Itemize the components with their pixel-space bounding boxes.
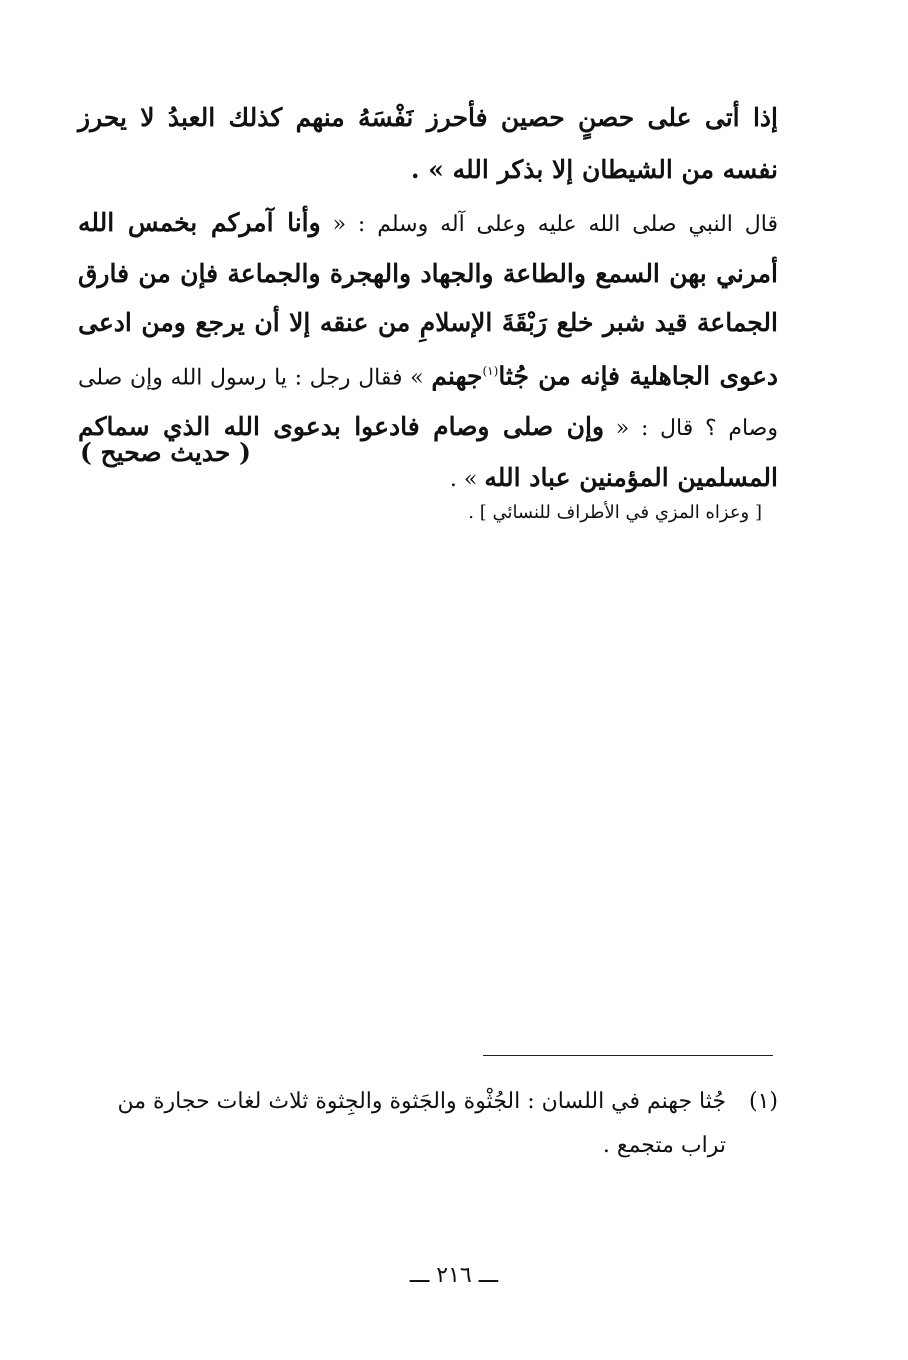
hadith-end: » . [449, 467, 485, 493]
footnote-separator [483, 1055, 773, 1056]
footnote-number: (١) [748, 1089, 778, 1114]
hadith-quote-1-end: جهنم [431, 361, 483, 391]
hadith-grade: ( حديث صحيح ) [80, 438, 251, 467]
source-note: [ وعزاه المزي في الأطراف للنسائي ] . [468, 502, 762, 523]
footnote-reference: (١) [482, 364, 499, 378]
hadith-middle: » فقال رجل : يا رسول الله وإن صلى وصام ؟ قال : « [78, 365, 778, 442]
footnote-continuation: تراب متجمع . [602, 1133, 726, 1158]
hadith-quote-2: وإن صلى وصام فادعوا بدعوى الله الذي سماكم المسلمين المؤمنين عباد الله [78, 412, 778, 493]
hadith-intro: قال النبي صلى الله عليه وعلى آله وسلم : « [320, 212, 778, 237]
hadith-quote-1: وأنا آمركم بخمس الله أمرني بهن السمع والطاعة والجهاد والهجرة والجماعة فإن من فارق الجماعة قيد شبر خلع رَبْقَةَ الإسلامِ من عنقه إلا أن يرجع ومن ادعى دعوى الجاهلية فإنه من جُثا [78, 208, 778, 391]
paragraph-1 [78, 92, 778, 196]
page-number: ـــ ٢١٦ ـــ [409, 1263, 499, 1288]
paragraph-1-text: إذا أتى على حصنٍ حصين فأحرز نَفْسَهُ منهم كذلك العبدُ لا يحرز نفسه من الشيطان إلا بذكر الله » . [78, 103, 778, 184]
footnote [78, 1080, 778, 1168]
footnote-text: جُثا جهنم في اللسان : الجُثْوة والجَثوة والجِثوة ثلاث لغات حجارة من [117, 1089, 726, 1114]
